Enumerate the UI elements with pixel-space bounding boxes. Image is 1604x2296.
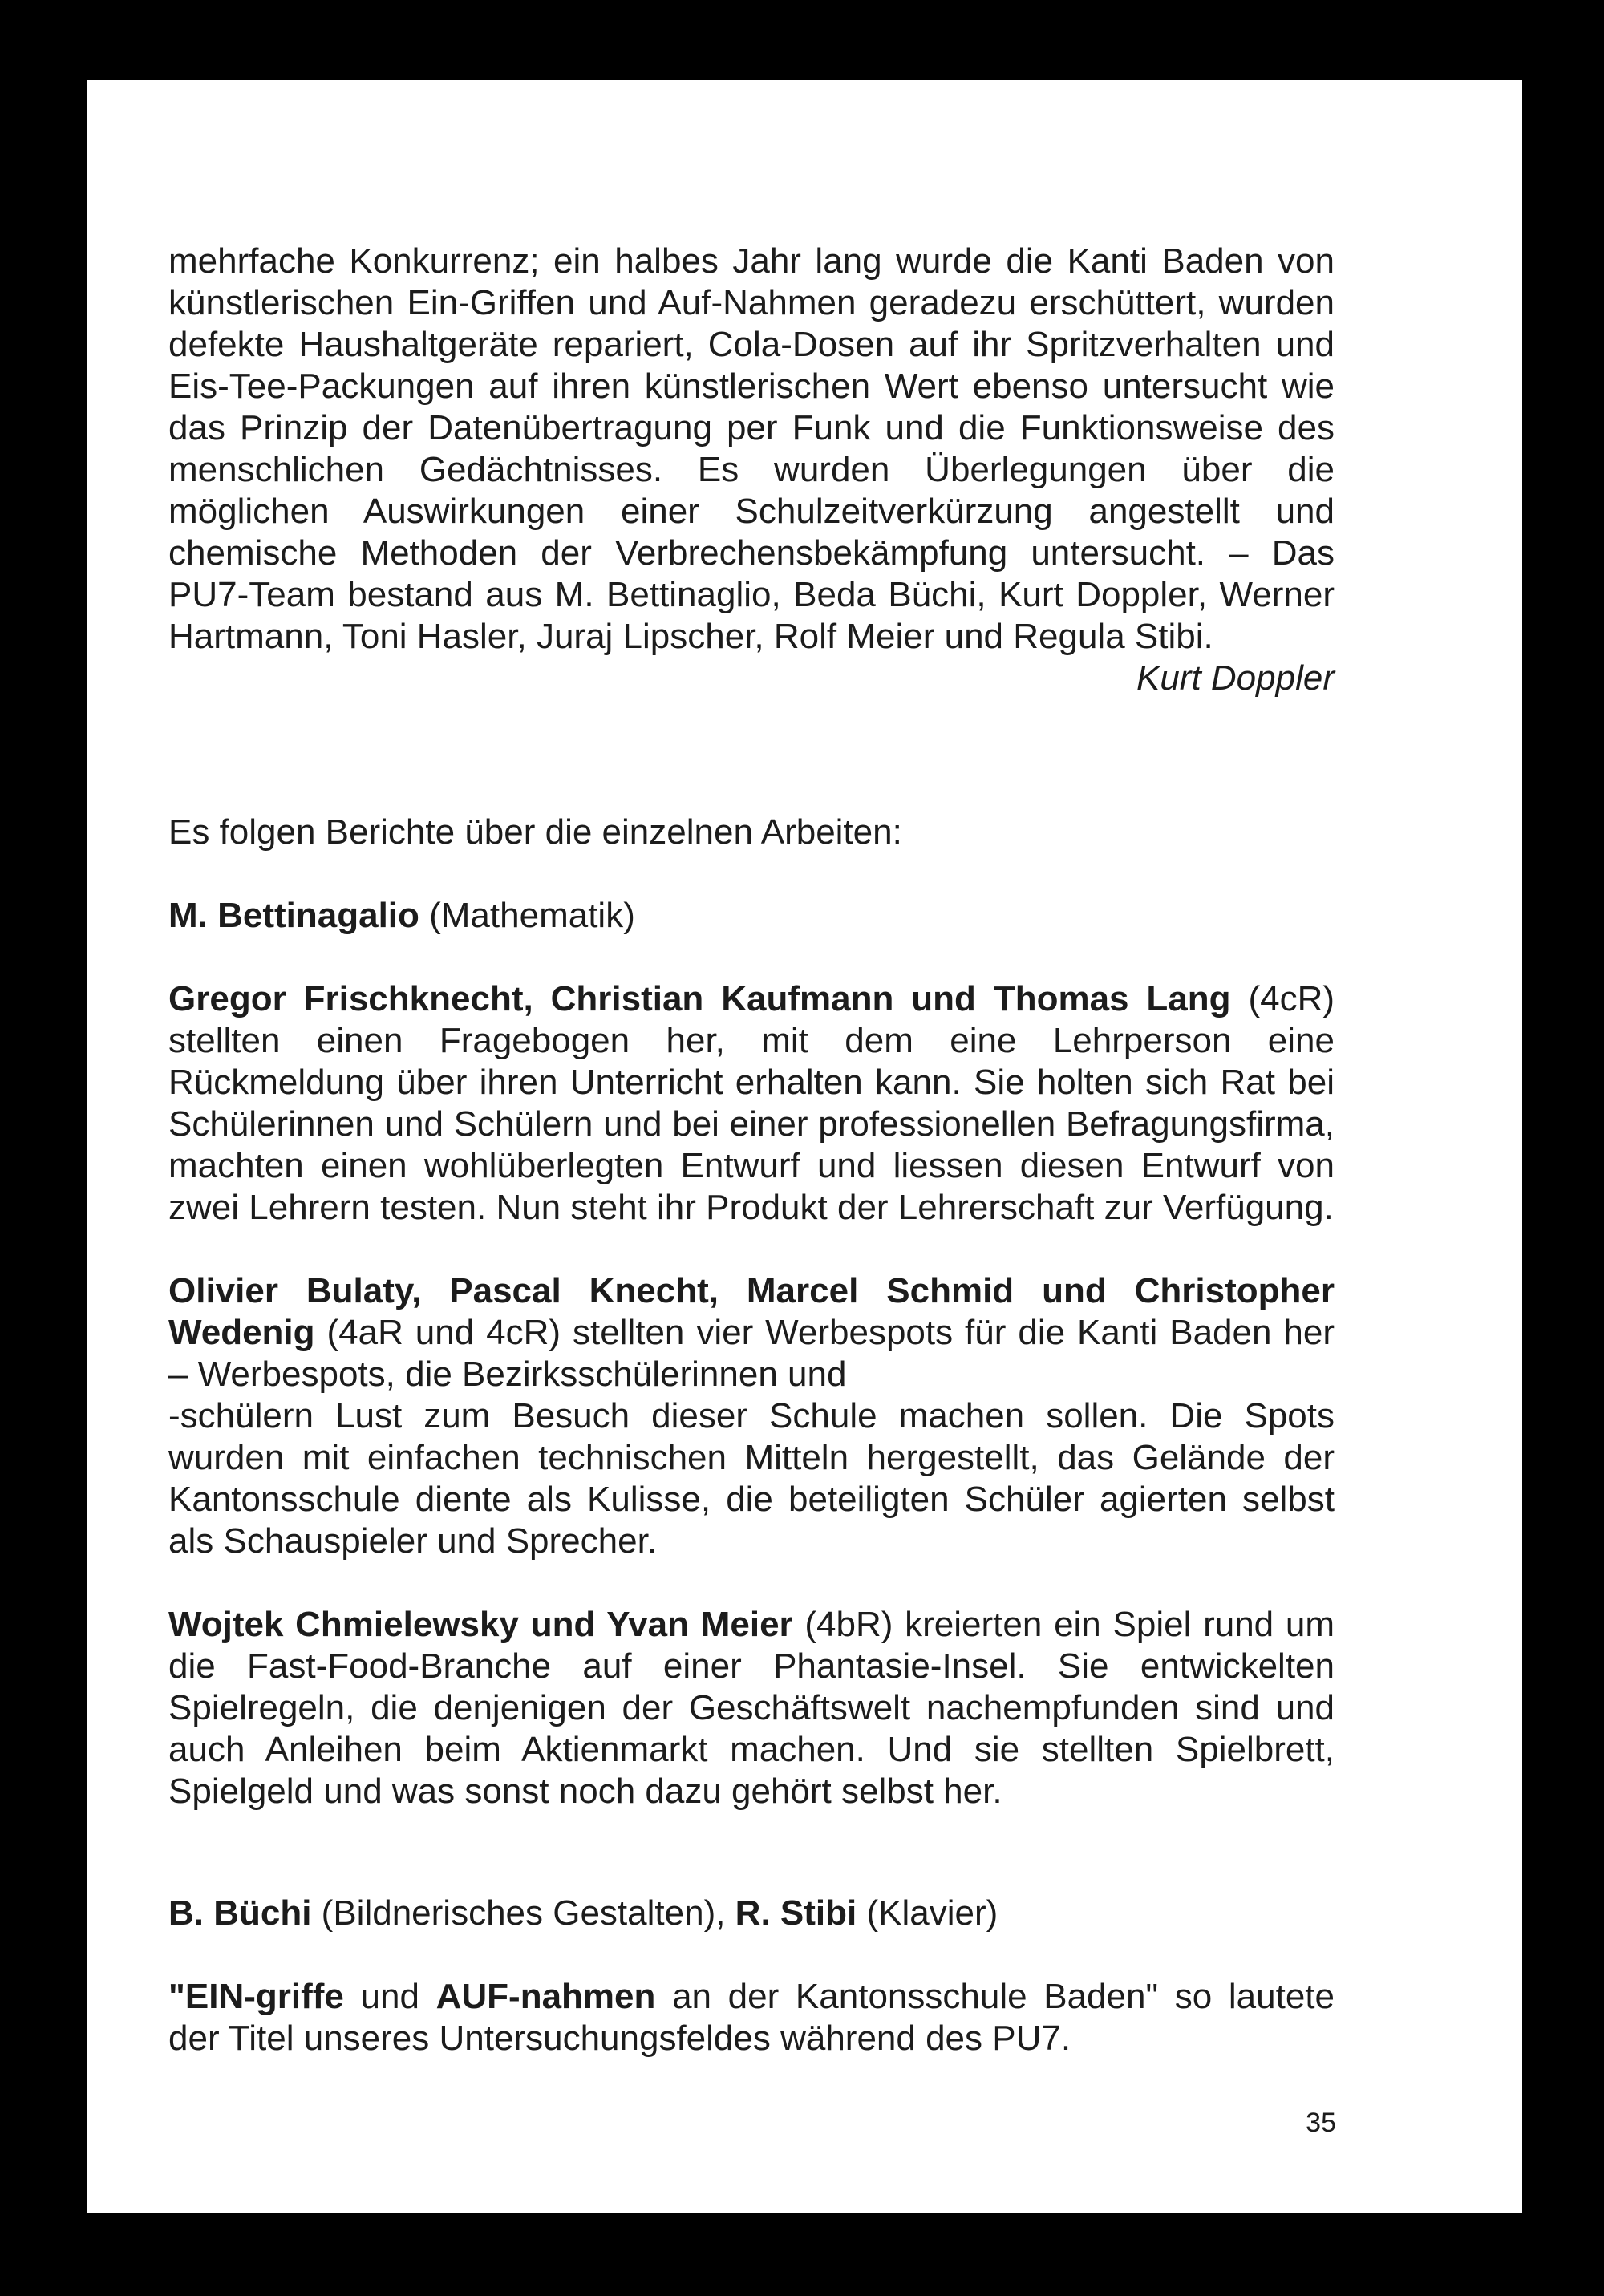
project2-paragraph (168, 1270, 1335, 1562)
project2-text-line1: (4aR und 4cR) stellten vier Werbespots für die Kanti Baden her – Werbespots, die Bezirksschülerinnen und (168, 1313, 1335, 1394)
section2-teacher1: B. Büchi (168, 1893, 312, 1933)
section2-subject2: (Klavier) (857, 1893, 998, 1933)
project1-paragraph (168, 978, 1335, 1229)
intro-author: Kurt Doppler (1136, 658, 1335, 698)
section2-heading (168, 1893, 1335, 1934)
intro-paragraph: mehrfache Konkurrenz; ein halbes Jahr lang wurde die Kanti Baden von künstlerischen Ein-Griffen und Auf-Nahmen geradezu erschüttert, wurden defekte Haushaltgeräte repariert, Cola-Dosen auf ihr Spritzverhalten und Eis-Tee-Packungen auf ihren künstlerischen Wert ebenso untersucht wie das Prinzip der Datenübertragung per Funk und die Funktionsweise des menschlichen Gedächtnisses. Es wurden Überlegungen über die möglichen Auswirkungen einer Schulzeitverkürzung angestellt und chemische Methoden der Verbrechensbekämpfung untersucht. – Das PU7-Team bestand aus M. Bettinaglio, Beda Büchi, Kurt Doppler, Werner Hartmann, Toni Hasler, Juraj Lipscher, Rolf Meier und Regula Stibi. (168, 241, 1335, 656)
project3-text: (4bR) kreierten ein Spiel rund um die Fast-Food-Branche auf einer Phantasie-Insel. Sie entwickelten Spielregeln, die denjenigen der Geschäftswelt nachempfunden sind und auch Anleihen beim Aktienmarkt machen. Und sie stellten Spielbrett, Spielgeld und was sonst noch dazu gehört selbst her. (168, 1605, 1335, 1811)
project4-paragraph (168, 1976, 1335, 2059)
project2-names: Olivier Bulaty, Pascal Knecht, Marcel Schmid und Christopher Wedenig (168, 1271, 1335, 1352)
section2-teacher2: R. Stibi (735, 1893, 857, 1933)
page-content (168, 241, 1335, 2059)
project4-term1: EIN-griffe (184, 1977, 344, 2016)
reports-intro: Es folgen Berichte über die einzelnen Arbeiten: (168, 812, 902, 852)
section1-subject: (Mathematik) (419, 896, 635, 935)
project4-text: an der Kantonsschule Baden" so lautete der Titel unseres Untersuchungsfeldes während des PU7. (168, 1977, 1335, 2058)
project2-text-line2: -schülern Lust zum Besuch dieser Schule machen sollen. Die Spots wurden mit einfachen technischen Mitteln hergestellt, das Gelände der Kantonsschule diente als Kulisse, die beteiligten Schüler agierten selbst als Schauspieler und Sprecher. (168, 1396, 1335, 1561)
section2-subject1: (Bildnerisches Gestalten), (311, 1893, 735, 1933)
project3-paragraph (168, 1604, 1335, 1812)
project1-text: (4cR) stellten einen Fragebogen her, mit dem eine Lehrperson eine Rückmeldung über ihren Unterricht erhalten kann. Sie holten sich Rat bei Schülerinnen und Schülern und bei einer professionellen Befragungsfirma, machten einen wohlüberlegten Entwurf und liessen diesen Entwurf von zwei Lehrern testen. Nun steht ihr Produkt der Lehrerschaft zur Verfügung. (168, 979, 1335, 1227)
section1-heading (168, 895, 1335, 937)
section1-teacher: M. Bettinagalio (168, 896, 419, 935)
project4-connector: und (343, 1977, 436, 2016)
page-number: 35 (1306, 2108, 1336, 2138)
document-page (87, 80, 1522, 2213)
project4-term2: AUF-nahmen (435, 1977, 656, 2016)
project1-names: Gregor Frischknecht, Christian Kaufmann und Thomas Lang (168, 979, 1231, 1018)
project4-quote-open: " (168, 1977, 185, 2016)
project3-names: Wojtek Chmielewsky und Yvan Meier (168, 1605, 793, 1644)
